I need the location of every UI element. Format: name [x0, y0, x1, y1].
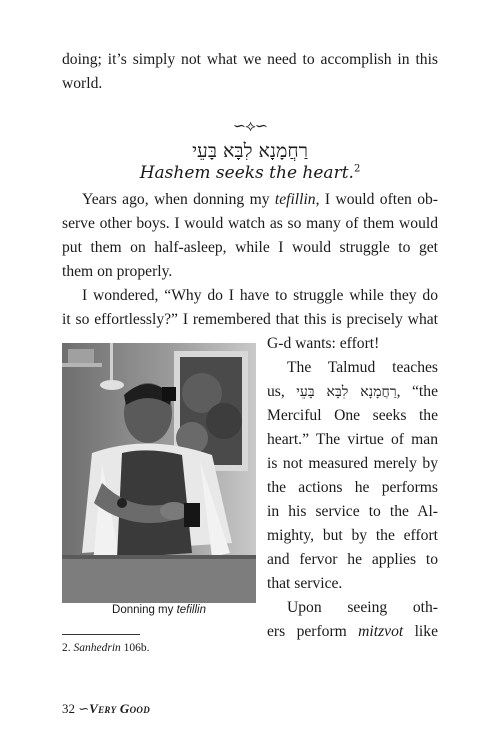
footnote-number: 2. — [62, 642, 71, 654]
text-span: Years ago, when donning my — [82, 191, 275, 208]
section-subtitle — [0, 163, 500, 183]
footnote-source: Sanhedrin — [73, 642, 121, 654]
folio-ornament-icon: ∽ — [78, 701, 90, 716]
text-line: put them on half-asleep, while I would struggle to get — [62, 239, 438, 256]
text-line: Merciful One seeks the — [267, 407, 438, 424]
text-line — [267, 380, 438, 404]
section-hebrew-title: רַחֲמָנָא לִבָּא בָּעֵי — [192, 140, 308, 162]
subtitle-text: Hashem seeks the heart. — [139, 163, 354, 183]
text-line: the actions he performs — [267, 479, 438, 496]
text-line: mighty, but by the effort — [267, 527, 438, 544]
italic-term: tefillin — [274, 191, 316, 208]
text-span: like — [403, 623, 438, 640]
text-line: and fervor he applies to — [267, 551, 438, 568]
text-line: The Talmud teaches — [287, 359, 438, 376]
text-line: world. — [62, 75, 103, 92]
intro-paragraph — [62, 48, 438, 96]
caption-italic: tefillin — [176, 604, 206, 616]
text-line — [62, 188, 438, 212]
text-line: in his service to the Al- — [267, 503, 438, 520]
text-line: heart.” The virtue of man — [267, 431, 438, 448]
paragraph-talmud — [267, 356, 438, 596]
photo-donning-tefillin — [62, 343, 256, 603]
photo-illustration — [62, 343, 256, 603]
text-span: , “the — [396, 383, 438, 400]
photo-caption — [62, 604, 256, 616]
text-line: that service. — [267, 575, 343, 592]
caption-text: Donning my — [112, 604, 177, 616]
footnote-ref: 2 — [353, 163, 361, 175]
text-span: , I would often ob- — [315, 191, 438, 208]
text-line: doing; it’s simply not what we need to accomplish in this — [62, 51, 438, 68]
text-line: Upon seeing oth- — [287, 599, 438, 616]
footnote-rule — [62, 634, 140, 635]
footnote — [62, 642, 150, 654]
text-line: serve other boys. I would watch as so many of them would — [62, 215, 438, 232]
book-title: Very Good — [89, 701, 151, 716]
text-line: I wondered, “Why do I have to struggle while they do — [82, 287, 438, 304]
footnote-ref-text: 106b. — [120, 642, 150, 654]
italic-term: mitzvot — [358, 623, 404, 640]
text-line: it so effortlessly?” I remembered that this is precisely what — [62, 311, 438, 328]
page-number: 32 — [62, 701, 75, 716]
text-line: G-d wants: effort! — [267, 335, 380, 352]
ornament-divider: ∽⟡∽ — [232, 118, 268, 135]
text-span: ers perform — [267, 623, 359, 640]
text-line: them on properly. — [62, 263, 173, 280]
text-line — [267, 620, 438, 644]
page-folio — [62, 701, 150, 717]
paragraph-i-wondered — [62, 284, 438, 332]
paragraph-years-ago — [62, 188, 438, 284]
hebrew-quote: רַחֲמָנָא לִבָּא בָּעֵי — [296, 384, 397, 400]
text-line: is not measured merely by — [267, 455, 438, 472]
paragraph-i-wondered-end — [267, 332, 438, 356]
paragraph-upon-seeing — [267, 596, 438, 644]
text-span: us, — [267, 383, 297, 400]
